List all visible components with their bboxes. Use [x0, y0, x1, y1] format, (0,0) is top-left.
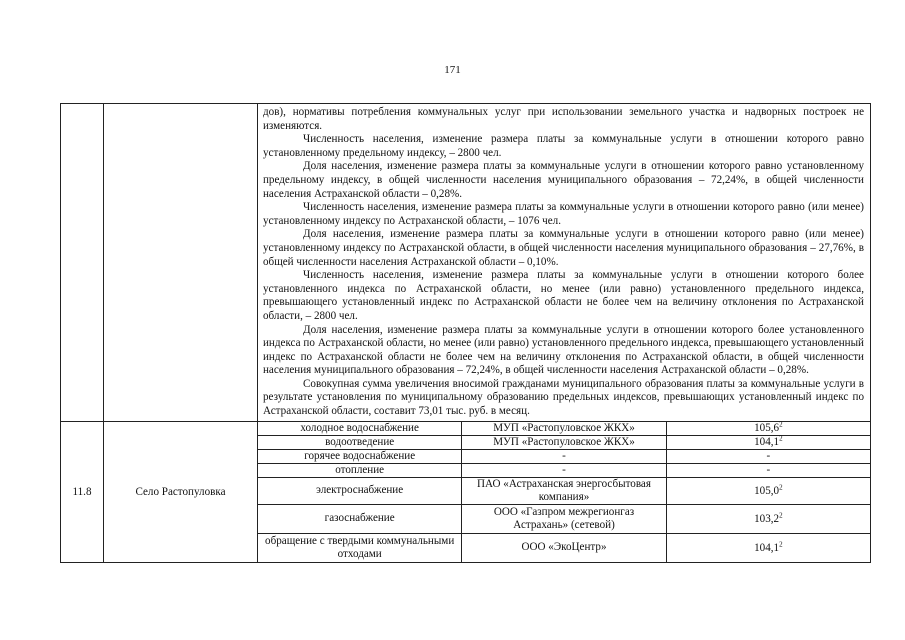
paragraph: дов), нормативы потребления коммунальных услуг при использовании земельного участка и надворных построек не изменяются. [263, 106, 864, 132]
service-name: газоснабжение [258, 504, 462, 533]
index-value: 104,1$^2$ [666, 435, 870, 449]
organization: ООО «ЭкоЦентр» [462, 533, 666, 562]
paragraph: Доля населения, изменение размера платы за коммунальные услуги в отношении которого более установленного индекса по Астраханской области, но менее (или равно) установленного предельного индекса, превышающего установленный индекс по Астраханской области не более чем на величину отклонения по Астраханской области, в общей численности населения муниципального образования – 72,24%, в общей численности населения Астраханской области – 0,28%. [263, 323, 864, 377]
service-name: обращение с твердыми коммунальными отходами [258, 533, 462, 562]
organization: МУП «Растопуловское ЖКХ» [462, 435, 666, 449]
paragraph: Численность населения, изменение размера платы за коммунальные услуги в отношении которого более установленного индекса по Астраханской области, но менее (или равно) установленного предельного индекса, превышающего установленный индекс по Астраханской области не более чем на величину отклонения по Астраханской области, – 2800 чел. [263, 269, 864, 322]
index-value: - [666, 463, 870, 477]
row-number: 11.8 [61, 421, 104, 562]
text-row [61, 104, 871, 422]
service-name: горячее водоснабжение [258, 449, 462, 463]
organization: - [462, 463, 666, 477]
page-number: 171 [444, 64, 461, 76]
index-value: - [666, 449, 870, 463]
paragraph: Численность населения, изменение размера платы за коммунальные услуги в отношении которого равно (или менее) установленному индексу по Астраханской области, – 1076 чел. [263, 201, 864, 227]
service-name: отопление [258, 463, 462, 477]
service-name: холодное водоснабжение [258, 421, 462, 435]
paragraph: Доля населения, изменение размера платы за коммунальные услуги в отношении которого равно (или менее) установленному индексу по Астраханской области, в общей численности населения муниципального образования – 27,76%, в общей численности населения Астраханской области – 0,10%. [263, 228, 864, 268]
index-value: 105,0$^2$ [666, 477, 870, 504]
service-name: водоотведение [258, 435, 462, 449]
paragraph: Численность населения, изменение размера платы за коммунальные услуги в отношении которого равно установленному предельному индексу, – 2800 чел. [263, 133, 864, 159]
description-cell [258, 104, 871, 422]
organization: - [462, 449, 666, 463]
index-value: 105,6$^2$ [666, 421, 870, 435]
organization: МУП «Растопуловское ЖКХ» [462, 421, 666, 435]
index-value: 104,1$^2$ [666, 533, 870, 562]
index-value: 103,2$^2$ [666, 504, 870, 533]
settlement-name: Село Растопуловка [104, 421, 258, 562]
organization: ПАО «Астраханская энергосбытовая компания» [462, 477, 666, 504]
table-row [61, 421, 871, 435]
organization: ООО «Газпром межрегионгаз Астрахань» (сетевой) [462, 504, 666, 533]
paragraph: Доля населения, изменение размера платы за коммунальные услуги в отношении которого равно установленному предельному индексу, в общей численности населения муниципального образования – 72,24%, в общей численности населения Астраханской области – 0,28%. [263, 160, 864, 200]
paragraph: Совокупная сумма увеличения вносимой гражданами муниципального образования платы за коммунальные услуги в результате установления по муниципальному образованию предельных индексов, превышающих установленный индекс по Астраханской области, составит 73,01 тыс. руб. в месяц. [263, 377, 864, 418]
service-name: электроснабжение [258, 477, 462, 504]
tariff-table [60, 103, 871, 563]
